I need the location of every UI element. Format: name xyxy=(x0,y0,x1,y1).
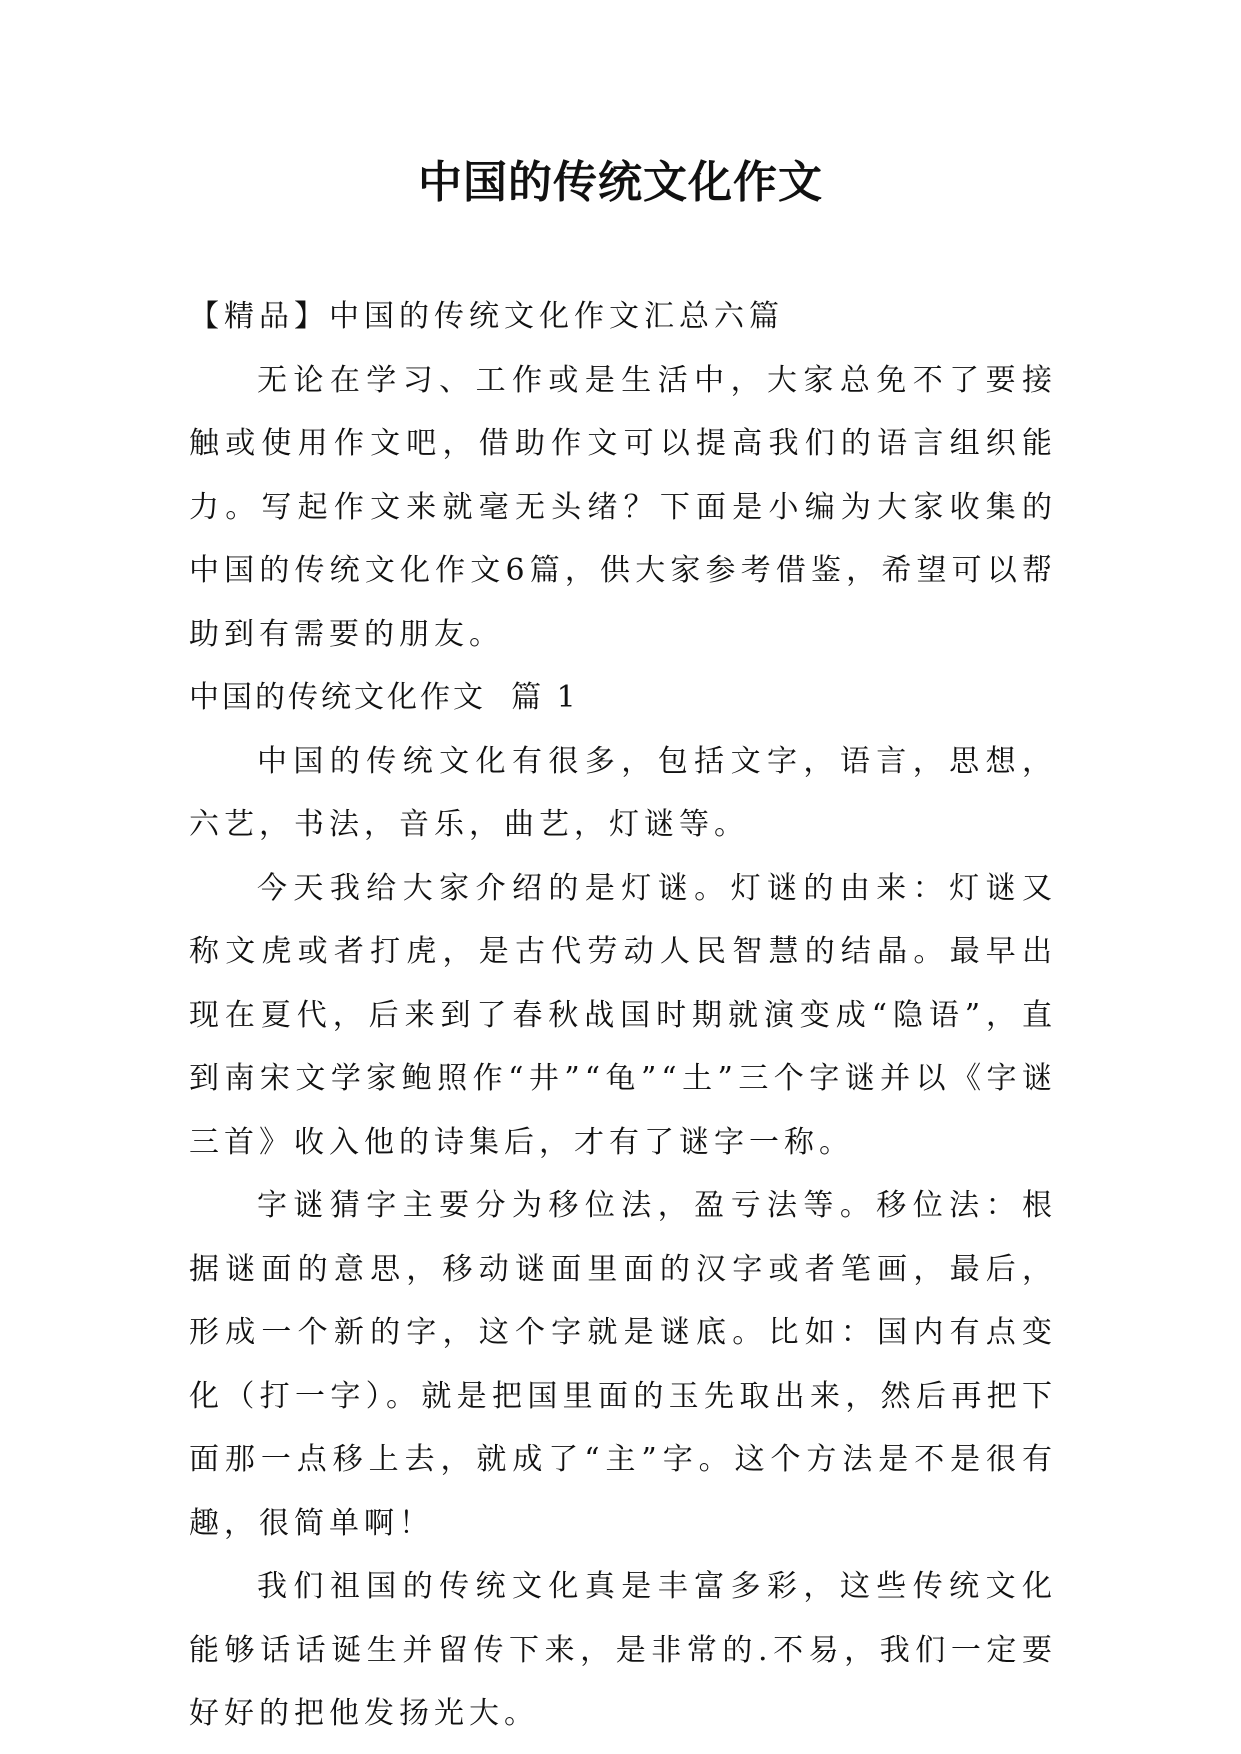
body-paragraph: 我们祖国的传统文化真是丰富多彩，这些传统文化能够话话诞生并留传下来，是非常的.不易，我们一定要好好的把他发扬光大。 xyxy=(189,1569,1057,1731)
section-heading: 中国的传统文化作文 篇 1 xyxy=(189,680,579,715)
body-paragraph: 今天我给大家介绍的是灯谜。灯谜的由来：灯谜又称文虎或者打虎，是古代劳动人民智慧的结晶。最早出现在夏代，后来到了春秋战国时期就演变成“隐语”，直到南宋文学家鲍照作“井”“龟”“土”三个字谜并以《字谜三首》收入他的诗集后，才有了谜字一称。 xyxy=(189,870,1057,1160)
document-body xyxy=(189,285,1057,1746)
intro-paragraph: 无论在学习、工作或是生活中，大家总免不了要接触或使用作文吧，借助作文可以提高我们的语言组织能力。写起作文来就毫无头绪？下面是小编为大家收集的中国的传统文化作文6篇，供大家参考借鉴，希望可以帮助到有需要的朋友。 xyxy=(189,362,1057,652)
body-paragraph: 字谜猜字主要分为移位法，盈亏法等。移位法：根据谜面的意思，移动谜面里面的汉字或者笔画，最后，形成一个新的字，这个字就是谜底。比如：国内有点变化（打一字）。就是把国里面的玉先取出来，然后再把下面那一点移上去，就成了“主”字。这个方法是不是很有趣，很简单啊！ xyxy=(189,1188,1057,1541)
document-subtitle: 【精品】中国的传统文化作文汇总六篇 xyxy=(189,299,784,334)
body-paragraph: 中国的传统文化有很多，包括文字，语言，思想，六艺，书法，音乐，曲艺，灯谜等。 xyxy=(189,743,1057,842)
document-title: 中国的传统文化作文 xyxy=(418,157,823,208)
